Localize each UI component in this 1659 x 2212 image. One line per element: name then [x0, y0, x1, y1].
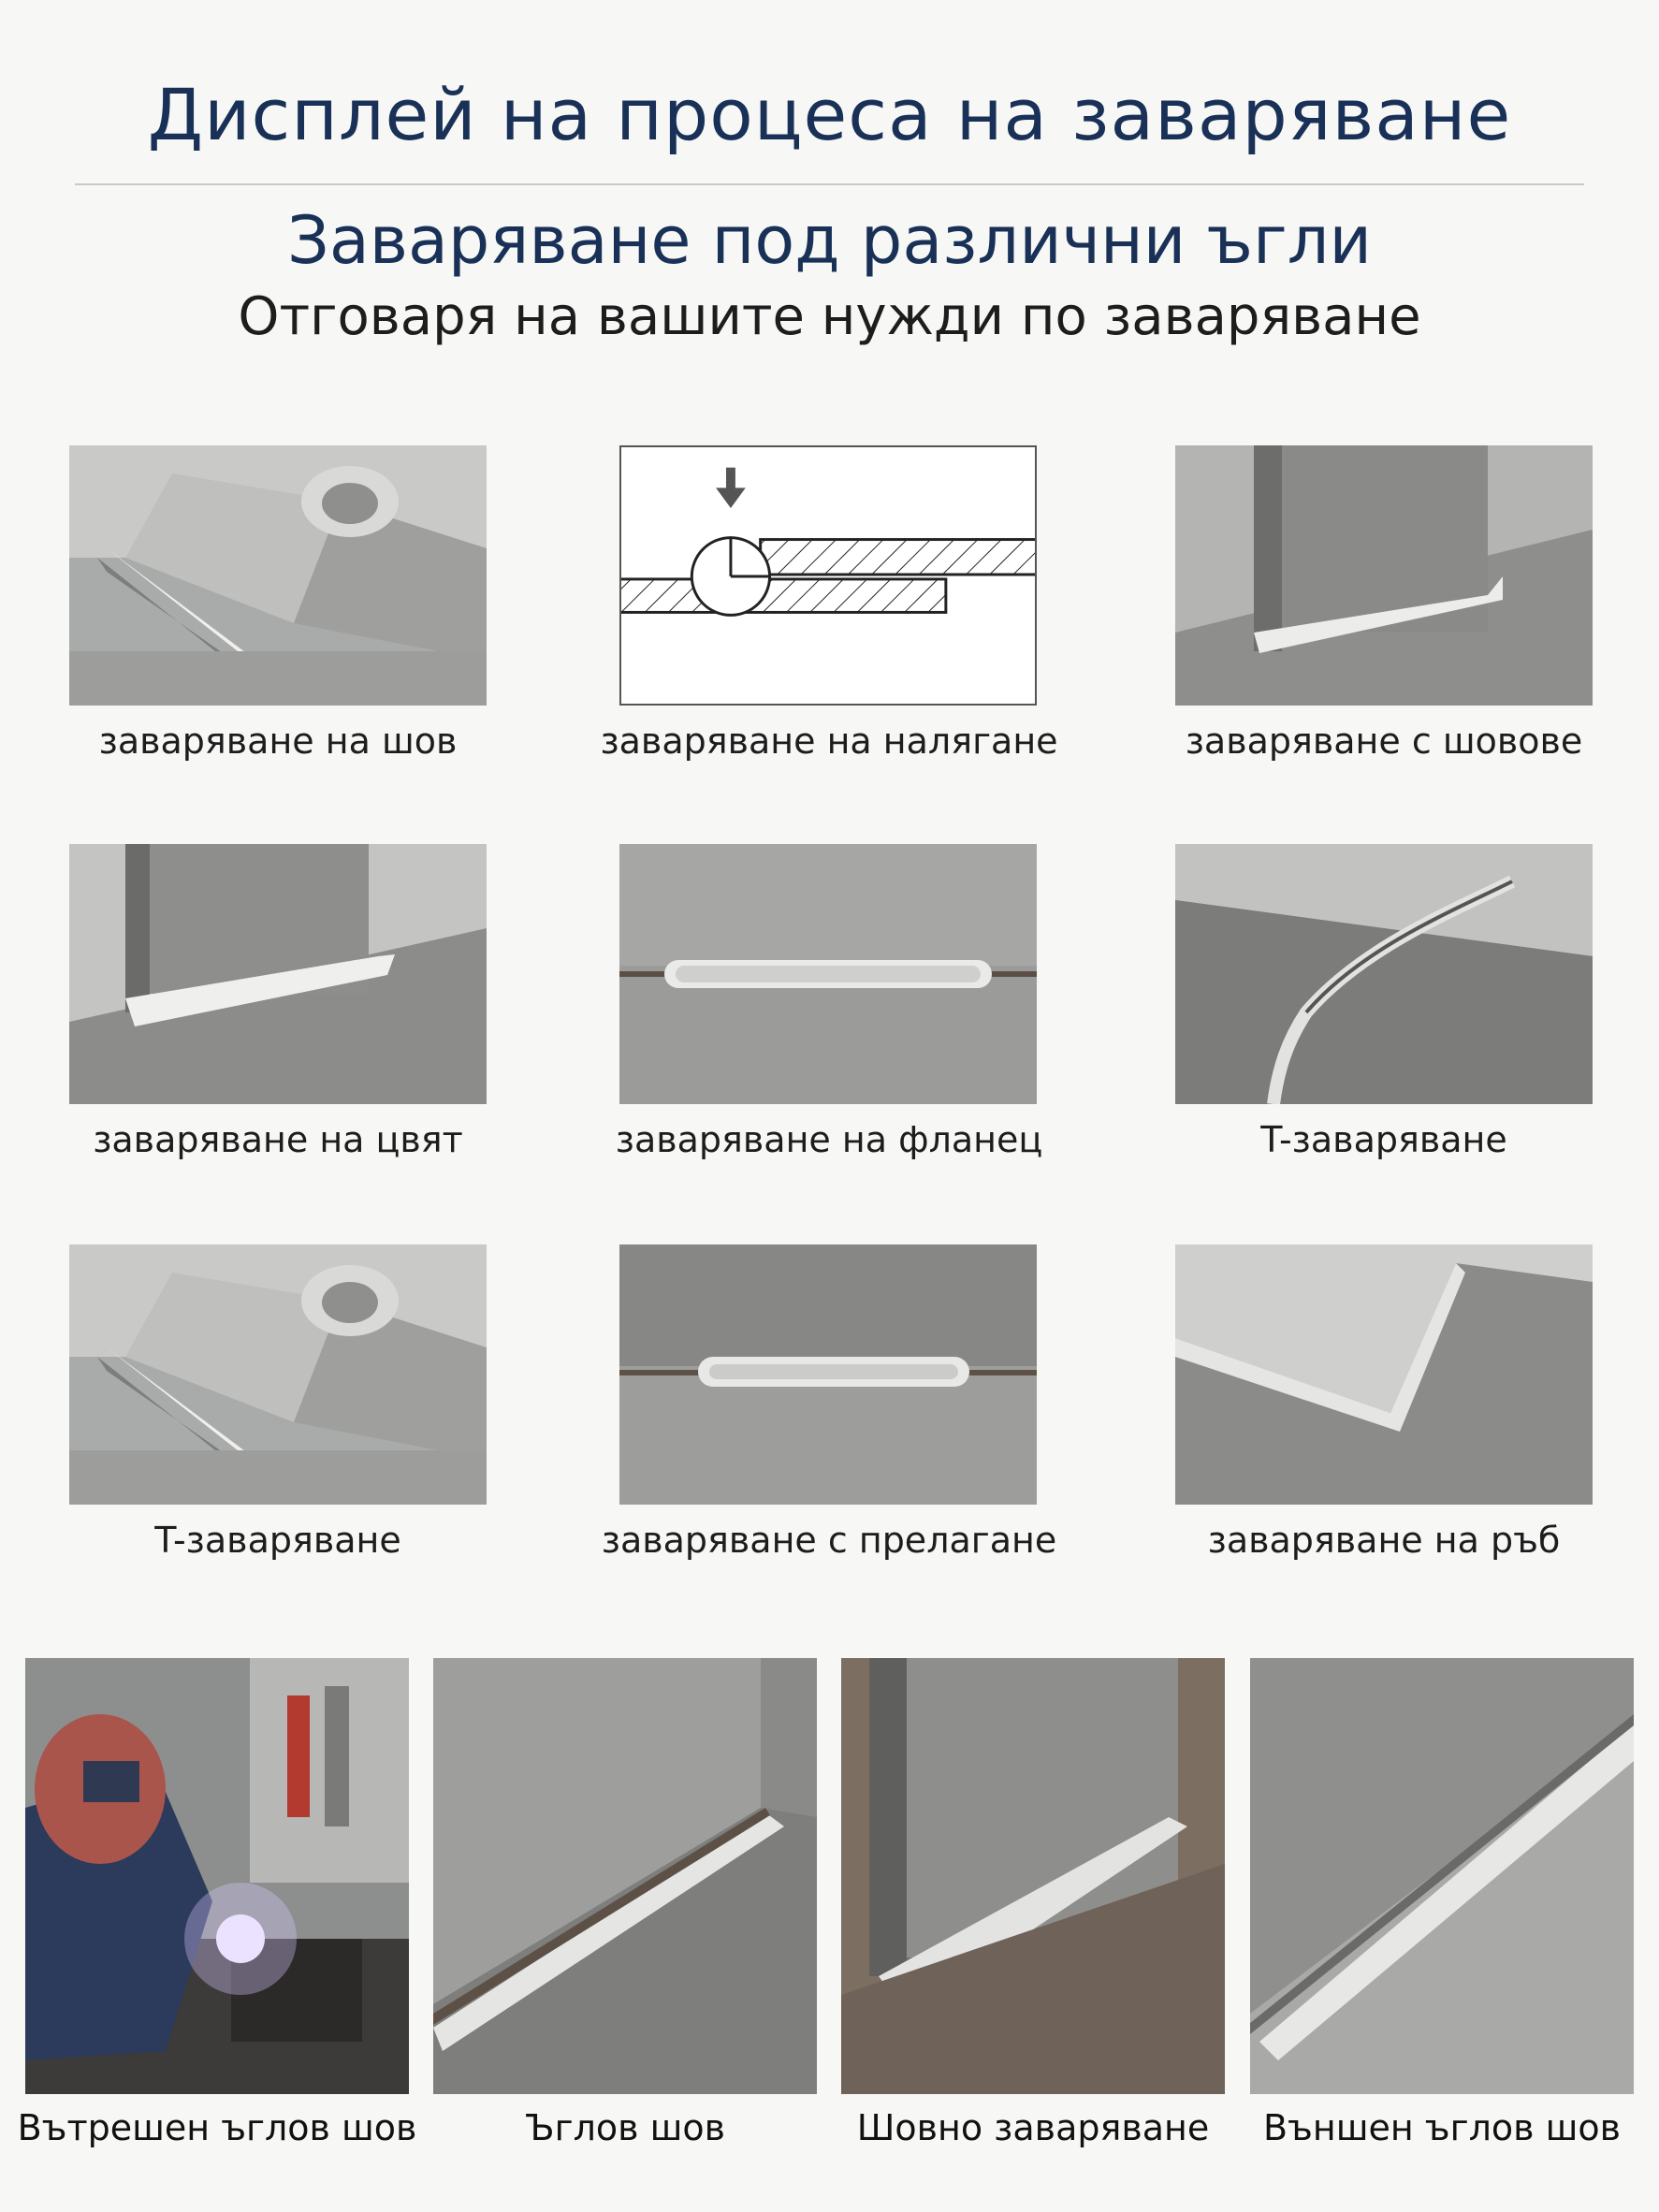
bottom-caption-1: Вътрешен ъглов шов	[17, 2107, 417, 2148]
caption-2: заваряване на налягане	[600, 720, 1058, 762]
caption-6: T-заваряване	[1260, 1119, 1507, 1160]
page-title: Дисплей на процеса на заваряване	[147, 73, 1512, 156]
bevel-seam-photo	[69, 1244, 487, 1505]
title-divider	[75, 183, 1584, 185]
t-joint-closeup-photo	[841, 1658, 1225, 2094]
welder-photo	[25, 1658, 409, 2094]
page-tagline: Отговаря на вашите нужди по заваряване	[238, 286, 1421, 347]
diagonal-bead-photo	[433, 1658, 817, 2094]
bevel-seam-photo	[69, 445, 487, 706]
bottom-caption-4: Външен ъглов шов	[1262, 2107, 1622, 2148]
caption-4: заваряване на цвят	[93, 1119, 463, 1160]
bottom-caption-2: Ъглов шов	[524, 2107, 726, 2148]
caption-7: T-заваряване	[154, 1520, 401, 1561]
page-subtitle: Заваряване под различни ъгли	[286, 202, 1373, 279]
fillet-t-photo	[69, 844, 487, 1104]
flat-bead-photo	[619, 1244, 1037, 1505]
caption-3: заваряване с шовове	[1185, 720, 1583, 762]
edge-weld-photo	[1175, 1244, 1593, 1505]
caption-8: заваряване с прелагане	[601, 1520, 1057, 1561]
caption-9: заваряване на ръб	[1207, 1520, 1561, 1561]
bottom-caption-3: Шовно заваряване	[856, 2107, 1210, 2148]
diagonal-bead-photo	[1250, 1658, 1634, 2094]
caption-5: заваряване на фланец	[615, 1119, 1043, 1160]
fillet-t-photo	[1175, 445, 1593, 706]
pipe-weld-photo	[1175, 844, 1593, 1104]
flat-bead-photo	[619, 844, 1037, 1104]
lap-joint-diagram	[619, 445, 1037, 706]
caption-1: заваряване на шов	[98, 720, 458, 762]
